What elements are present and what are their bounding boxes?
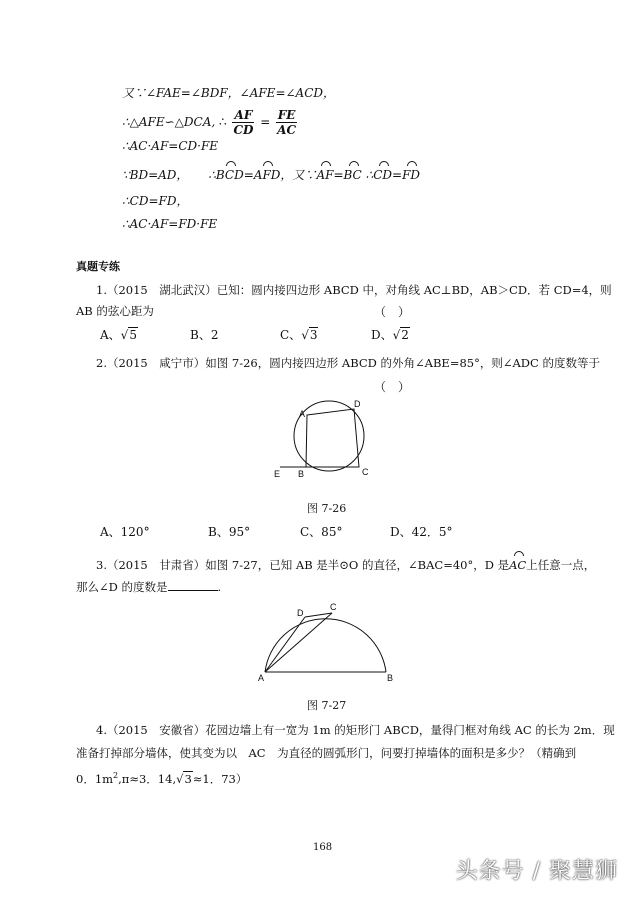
equals-sign: = <box>260 115 271 129</box>
label-c: C <box>330 602 337 612</box>
question-3-prompt: 那么∠D 的度数是 <box>76 580 168 594</box>
precision-text: 0．1m <box>76 771 114 786</box>
q1-option-b: B、2 <box>190 328 219 342</box>
arc-cd: CD <box>373 168 393 182</box>
proof-text: = <box>333 168 344 182</box>
pi-approx: ,π≈3．14, <box>118 771 177 786</box>
arc-bcd: BCD <box>215 168 244 182</box>
question-3-text-2 <box>76 579 221 595</box>
therefore-symbol: ∴ <box>219 115 227 129</box>
q1-option-a <box>100 327 138 343</box>
answer-blank <box>168 579 218 591</box>
chord-ad <box>265 617 305 672</box>
superscript: 2 <box>113 771 119 780</box>
proof-line-6: ∴AC·AF=FD·FE <box>122 217 218 231</box>
label-a: A <box>299 409 306 419</box>
option-label: A、 <box>100 328 121 342</box>
radicand: 5 <box>129 328 137 342</box>
question-4-text-3 <box>76 768 247 787</box>
proof-line-4 <box>122 167 420 183</box>
option-label: C、 <box>280 328 302 342</box>
arc-fd: FD <box>402 168 421 182</box>
fraction-fe-ac <box>276 108 297 137</box>
fraction-numerator: AF <box>232 108 254 123</box>
question-1-text: 1.（2015 湖北武汉）已知：圆内接四边形 ABCD 中，对角线 AC⊥BD，AB＞CD．若 CD=4，则 <box>96 283 612 297</box>
figure-7-27 <box>255 600 395 682</box>
q1-option-d <box>371 327 410 343</box>
q1-option-c <box>280 327 318 343</box>
sqrt-approx: ≈1．73） <box>192 771 248 786</box>
fraction-af-cd <box>232 108 254 137</box>
question-4-text-1: 4.（2015 安徽省）花园边墙上有一宽为 1m 的矩形门 ABCD，量得门框对角线 AC 的长为 2m．现 <box>96 723 615 737</box>
label-c: C <box>362 467 369 477</box>
proof-text: ∴ <box>365 168 374 182</box>
fraction-denominator: AC <box>277 123 297 137</box>
label-d: D <box>297 608 304 618</box>
arc-afd: AFD <box>253 168 281 182</box>
sqrt-symbol: √3 <box>176 771 192 786</box>
option-label: D、 <box>371 328 393 342</box>
answer-paren: （ ） <box>374 380 411 394</box>
q2-option-d: D、42．5° <box>390 525 453 539</box>
proof-line-1: 又∵∠FAE=∠BDF，∠AFE=∠ACD， <box>122 86 336 100</box>
proof-text: = <box>243 168 254 182</box>
section-title: 真题专练 <box>76 260 120 273</box>
fraction-denominator: CD <box>233 123 254 137</box>
proof-line-2 <box>122 108 299 137</box>
radicand: 3 <box>184 771 192 786</box>
fraction-numerator: FE <box>277 108 296 122</box>
page-number: 168 <box>313 842 333 853</box>
semicircle <box>265 619 386 672</box>
figure-7-26 <box>270 395 382 485</box>
label-b: B <box>387 673 394 682</box>
proof-text: ∵BD=AD， <box>122 168 189 182</box>
radicand: 3 <box>309 328 318 342</box>
figure-7-27-caption: 图 7-27 <box>307 699 347 712</box>
question-2-text: 2.（2015 咸宁市）如图 7-26，圆内接四边形 ABCD 的外角∠ABE=85°，则∠ADC 的度数等于 <box>96 356 600 370</box>
watermark: 头条号 / 聚慧狮 <box>455 859 618 884</box>
arc-af: AF <box>316 168 334 182</box>
period: . <box>217 580 222 594</box>
question-1-text-2: AB 的弦心距为 <box>76 304 154 318</box>
label-b: B <box>298 469 305 479</box>
proof-text: = <box>392 168 403 182</box>
similar-statement: ∴△AFE∽△DCA, <box>122 115 216 129</box>
q2-option-a: A、120° <box>100 525 150 539</box>
sqrt-symbol: √2 <box>392 328 409 342</box>
quadrilateral-abcd <box>306 409 359 467</box>
sqrt-symbol: √5 <box>120 328 137 342</box>
question-3-text-b: 上任意一点， <box>526 558 596 572</box>
radicand: 2 <box>401 328 409 342</box>
q2-option-c: C、85° <box>300 525 343 539</box>
label-e: E <box>274 469 281 479</box>
proof-line-5: ∴CD=FD， <box>122 194 189 208</box>
arc-bc: BC <box>343 168 362 182</box>
figure-7-26-caption: 图 7-26 <box>307 502 347 515</box>
label-d: D <box>354 399 361 409</box>
proof-text: ∴ <box>208 168 216 182</box>
proof-text: ，又∵ <box>280 168 317 182</box>
proof-line-3: ∴AC·AF=CD·FE <box>122 139 219 153</box>
chord-ac <box>265 613 332 672</box>
answer-paren: （ ） <box>374 305 411 319</box>
question-4-text-2: 准备打掉部分墙体，使其变为以 AC 为直径的圆弧形门，问要打掉墙体的面积是多少？（精确到 <box>76 746 577 760</box>
question-3-text-a: 3.（2015 甘肃省）如图 7-27，已知 AB 是半⊙O 的直径，∠BAC=40°，D 是 <box>96 558 510 572</box>
question-3-text <box>96 557 595 573</box>
q2-option-b: B、95° <box>208 525 251 539</box>
arc-ac: AC <box>509 558 527 572</box>
label-a: A <box>258 673 265 682</box>
sqrt-symbol: √3 <box>301 328 318 342</box>
